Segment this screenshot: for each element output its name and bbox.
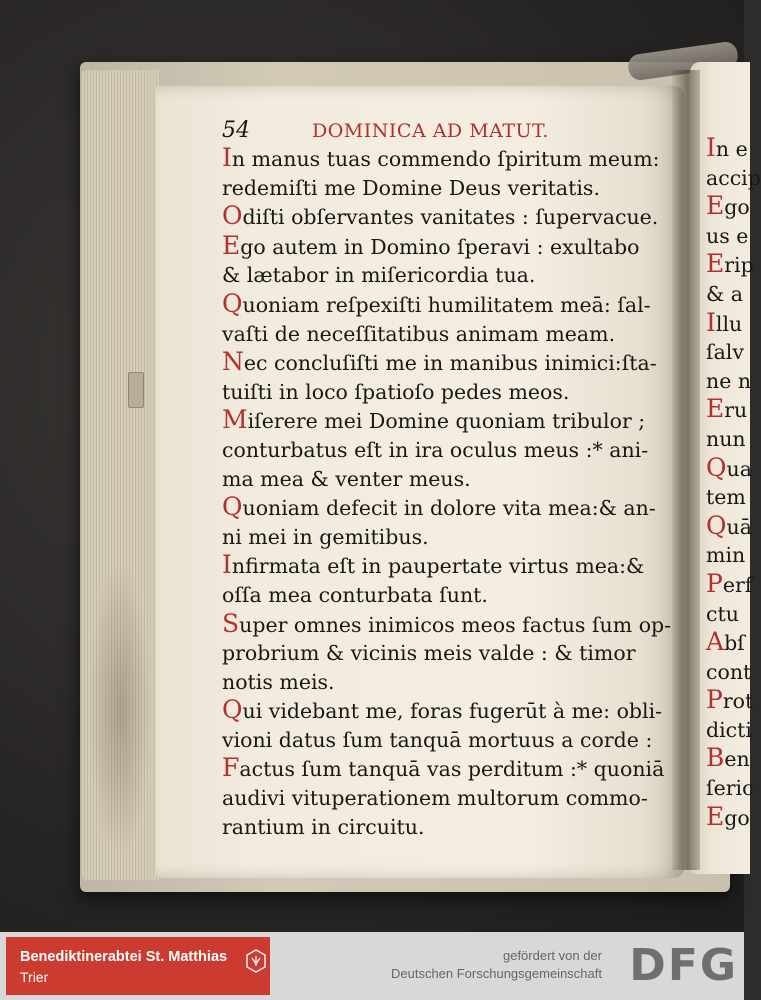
text-line: [706, 134, 746, 164]
line-text: audivi vituperationem multorum commo-: [222, 786, 648, 811]
clasp-tab: [128, 372, 144, 408]
text-line: [706, 164, 761, 193]
text-line: [222, 784, 682, 813]
rubric-initial: Q: [706, 510, 727, 540]
text-line: [706, 600, 746, 629]
text-line: [706, 716, 752, 745]
rubric-initial: P: [706, 685, 723, 715]
running-title: DOMINICA AD MATUT.: [312, 120, 549, 142]
left-page-text: [222, 116, 682, 841]
line-text: oſſa mea conturbata ſunt.: [222, 582, 488, 607]
text-line: [222, 202, 682, 232]
text-line: [222, 754, 682, 784]
rubric-initial: B: [706, 743, 725, 773]
line-text: uper omnes inimicos meos factus ſum op-: [239, 612, 672, 637]
text-line: [706, 743, 750, 774]
text-line: [222, 465, 682, 494]
line-text: en: [724, 747, 750, 772]
funder-line-2: Deutschen Forschungsgemeinschaft: [390, 966, 602, 981]
line-text: llu: [715, 311, 743, 336]
rubric-initial: I: [706, 307, 716, 337]
rubric-initial: E: [706, 249, 725, 279]
line-text: nfirmata eſt in paupertate virtus mea:&: [231, 554, 645, 579]
line-text: go: [724, 195, 750, 220]
line-text: accip: [706, 165, 761, 190]
line-text: vaſti de neceſſitatibus animam meam.: [222, 321, 616, 346]
text-line: [706, 425, 746, 454]
text-line: [222, 144, 682, 174]
text-line: [222, 290, 682, 320]
line-text: ſalv: [706, 340, 744, 365]
rubric-initial: Q: [222, 695, 243, 725]
text-line: [222, 726, 682, 755]
text-line: [222, 639, 682, 668]
line-text: go autem in Domino ſperavi : exultabo: [240, 234, 640, 259]
rubric-initial: E: [706, 191, 725, 221]
rubric-initial: Q: [706, 452, 727, 482]
line-text: erf: [722, 572, 753, 597]
text-line: [222, 551, 682, 581]
line-text: actus ſum tanquā vas perditum :* quoniā: [239, 757, 665, 782]
text-line: [222, 523, 682, 552]
text-line: [706, 395, 746, 425]
text-line: [222, 436, 682, 465]
text-line: [706, 541, 746, 570]
line-text: diſti obſervantes vanitates : ſupervacue.: [242, 205, 659, 230]
rubric-initial: I: [706, 133, 716, 162]
line-text: rantium in circuitu.: [222, 814, 425, 839]
line-text: ua: [726, 456, 752, 481]
rubric-initial: I: [222, 550, 232, 580]
line-text: cont: [706, 659, 752, 684]
line-text: ſeric: [706, 776, 754, 801]
text-line: [222, 493, 682, 523]
line-text: bſ: [724, 631, 745, 656]
rubric-initial: A: [706, 627, 725, 657]
line-text: dicti: [706, 717, 752, 742]
institution-city: Trier: [20, 969, 49, 985]
line-text: ru: [724, 398, 748, 423]
line-text: us e: [706, 223, 749, 248]
page-number: 54: [222, 118, 250, 143]
line-text: rip: [724, 253, 754, 278]
text-line: [706, 222, 749, 251]
cover-stain: [88, 560, 152, 860]
text-line: [706, 191, 750, 222]
line-text: redemiſti me Domine Deus veritatis.: [222, 175, 600, 200]
text-line: [706, 338, 746, 367]
line-text: uā: [726, 514, 752, 539]
text-line: [222, 348, 682, 378]
text-line: [706, 658, 752, 687]
rubric-initial: E: [706, 801, 725, 831]
line-text: uoniam defecit in dolore vita mea:& an-: [242, 496, 656, 521]
text-line: [222, 581, 682, 610]
line-text: ne n: [706, 368, 752, 393]
line-text: ma mea & venter meus.: [222, 466, 471, 491]
line-text: ui videbant me, foras fugerūt à me: obli-: [242, 699, 663, 724]
text-line: [222, 696, 682, 726]
text-line: [706, 628, 746, 658]
text-line: [706, 249, 754, 280]
institution-badge[interactable]: [6, 937, 270, 995]
running-head: [222, 116, 682, 144]
line-text: probrium & vicinis meis valde : & timor: [222, 641, 636, 666]
text-line: [706, 568, 753, 600]
text-line: [706, 280, 746, 309]
rubric-initial: Q: [222, 492, 243, 522]
text-line: [706, 309, 746, 339]
line-text: go: [724, 805, 750, 830]
line-text: iſerere mei Domine quoniam tribulor ;: [247, 409, 646, 434]
text-line: [706, 801, 750, 833]
line-text: tuiſti in loco ſpatioſo pedes meos.: [222, 379, 570, 404]
text-line: [706, 367, 752, 396]
text-line: [222, 813, 682, 842]
text-line: [706, 774, 754, 803]
rubric-initial: M: [222, 405, 248, 435]
right-page-text: [706, 133, 761, 832]
rubric-initial: F: [222, 753, 240, 783]
rubric-initial: S: [222, 608, 240, 638]
line-text: ec concluſiſti me in manibus inimici:ſta-: [243, 351, 657, 376]
line-text: min: [706, 543, 746, 568]
text-line: [222, 261, 682, 290]
text-line: [222, 610, 682, 640]
line-text: conturbatus eſt in ira oculus meus :* ani-: [222, 437, 649, 462]
line-text: ctu: [706, 601, 739, 626]
text-line: [222, 320, 682, 349]
line-text: & a: [706, 281, 743, 306]
rubric-initial: N: [222, 347, 244, 377]
institution-name: Benediktinerabtei St. Matthias: [20, 949, 228, 965]
rubric-initial: I: [222, 143, 232, 172]
line-text: & lætabor in miſericordia tua.: [222, 263, 536, 288]
verse-list: [222, 144, 682, 841]
rubric-initial: P: [706, 568, 723, 598]
rubric-initial: Q: [222, 288, 243, 318]
text-line: [706, 483, 746, 512]
text-line: [222, 668, 682, 697]
text-line: [222, 174, 682, 203]
text-line: [222, 378, 682, 407]
footer-bar: [0, 932, 744, 1000]
line-text: uoniam reſpexiſti humilitatem meā: ſal-: [242, 292, 651, 317]
rubric-initial: E: [706, 394, 725, 424]
line-text: notis meis.: [222, 669, 335, 694]
rubric-initial: E: [222, 230, 241, 260]
funder-line-1: gefördert von der: [502, 948, 602, 963]
line-text: n manus tuas commendo ſpiritum meum:: [231, 147, 660, 171]
text-line: [706, 452, 752, 484]
line-text: rot: [722, 689, 754, 714]
text-line: [706, 510, 752, 542]
line-text: nun: [706, 426, 746, 451]
text-line: [222, 406, 682, 436]
line-text: n e: [715, 137, 748, 161]
dfg-logo[interactable]: DFG: [629, 940, 738, 991]
line-text: ni mei in gemitibus.: [222, 524, 429, 549]
line-text: tem: [706, 485, 746, 510]
line-text: vioni datus ſum tanquā mortuus a corde :: [222, 727, 653, 752]
text-line: [706, 685, 754, 716]
abbey-logo-icon: [246, 949, 266, 973]
text-line: [222, 232, 682, 262]
rubric-initial: O: [222, 201, 243, 231]
